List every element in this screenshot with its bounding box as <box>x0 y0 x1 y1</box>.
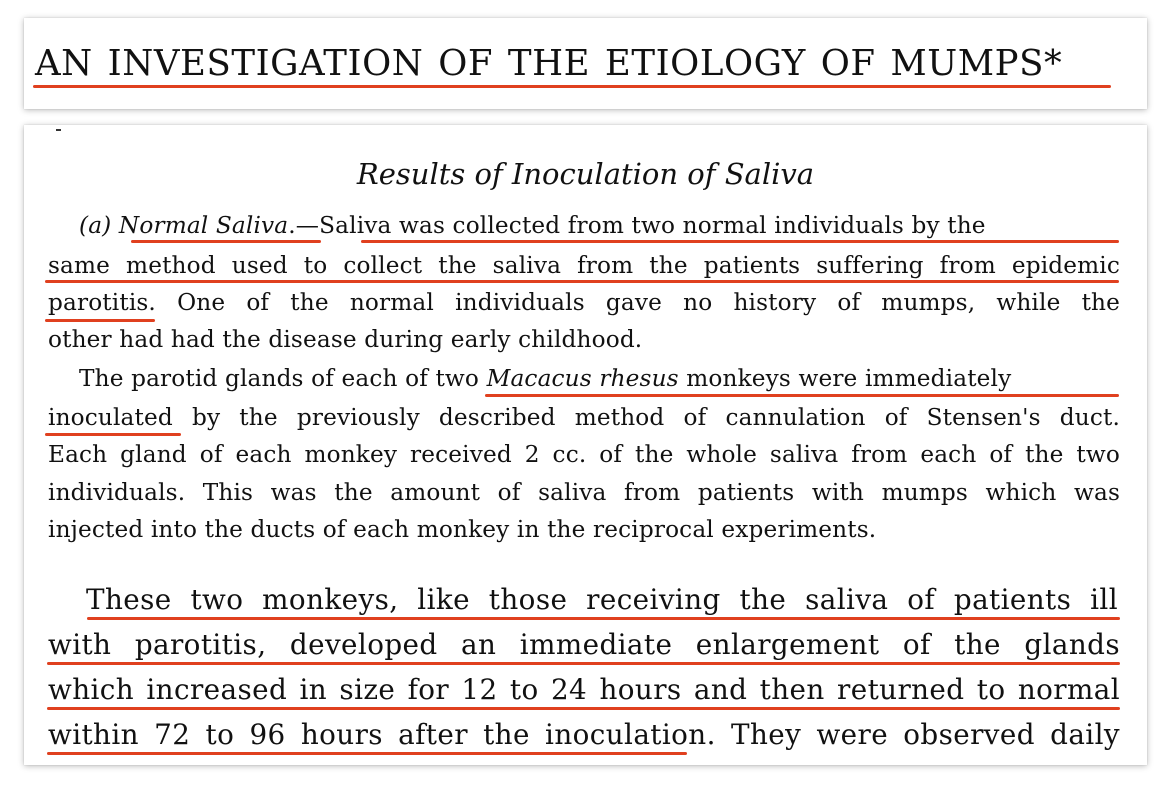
underline-same-method <box>45 280 1119 283</box>
underline-two-monkeys <box>485 394 1119 397</box>
underline-c-4 <box>47 752 687 755</box>
para-a-line-2: same method used to collect the saliva from the patients suffering from epidemic <box>48 252 1120 279</box>
para-c-line-4: within 72 to 96 hours after the inoculation. They were observed daily <box>48 718 1120 751</box>
para-b-line-1 <box>79 365 1011 392</box>
para-b-line-5: injected into the ducts of each monkey in the reciprocal experiments. <box>48 516 877 543</box>
para-c-line-1: These two monkeys, like those receiving the saliva of patients ill <box>86 583 1118 616</box>
para-b-line-1-after: monkeys were immediately <box>686 365 1012 392</box>
excerpt-card <box>24 125 1147 765</box>
para-b-line-4: individuals. This was the amount of saliva from patients with mumps which was <box>48 479 1120 506</box>
para-a-dash: .— <box>288 212 320 239</box>
para-a-line-1 <box>79 212 986 239</box>
para-b-line-3: Each gland of each monkey received 2 cc. of the whole saliva from each of the two <box>48 441 1120 468</box>
title-card <box>24 18 1147 109</box>
underline-normal-saliva <box>131 240 321 243</box>
para-a-line-3: parotitis. One of the normal individuals gave no history of mumps, while the <box>48 289 1120 316</box>
para-c-line-2: with parotitis, developed an immediate enlargement of the glands <box>48 628 1120 661</box>
para-b-line-1-before: The parotid glands of each of two <box>79 365 480 392</box>
para-a-term: Normal Saliva <box>118 212 289 239</box>
stray-mark <box>56 129 61 131</box>
section-heading: Results of Inoculation of Saliva <box>356 157 815 191</box>
underline-inoculated <box>45 433 181 436</box>
underline-saliva-collected <box>361 240 1119 243</box>
underline-parotitis <box>45 319 155 322</box>
underline-c-2 <box>47 662 1120 665</box>
para-a-label: (a) <box>79 212 112 239</box>
article-title: AN INVESTIGATION OF THE ETIOLOGY OF MUMPS* <box>35 43 1063 84</box>
para-a-line-1-rest: Saliva was collected from two normal individuals by the <box>319 212 986 239</box>
para-c-line-3: which increased in size for 12 to 24 hours and then returned to normal <box>48 673 1120 706</box>
para-b-species: Macacus rhesus <box>486 365 679 392</box>
underline-c-3 <box>47 707 1120 710</box>
title-underline <box>33 85 1111 88</box>
para-a-line-4: other had had the disease during early childhood. <box>48 326 643 353</box>
underline-c-1 <box>87 617 1120 620</box>
para-b-line-2: inoculated by the previously described method of cannulation of Stensen's duct. <box>48 404 1120 431</box>
